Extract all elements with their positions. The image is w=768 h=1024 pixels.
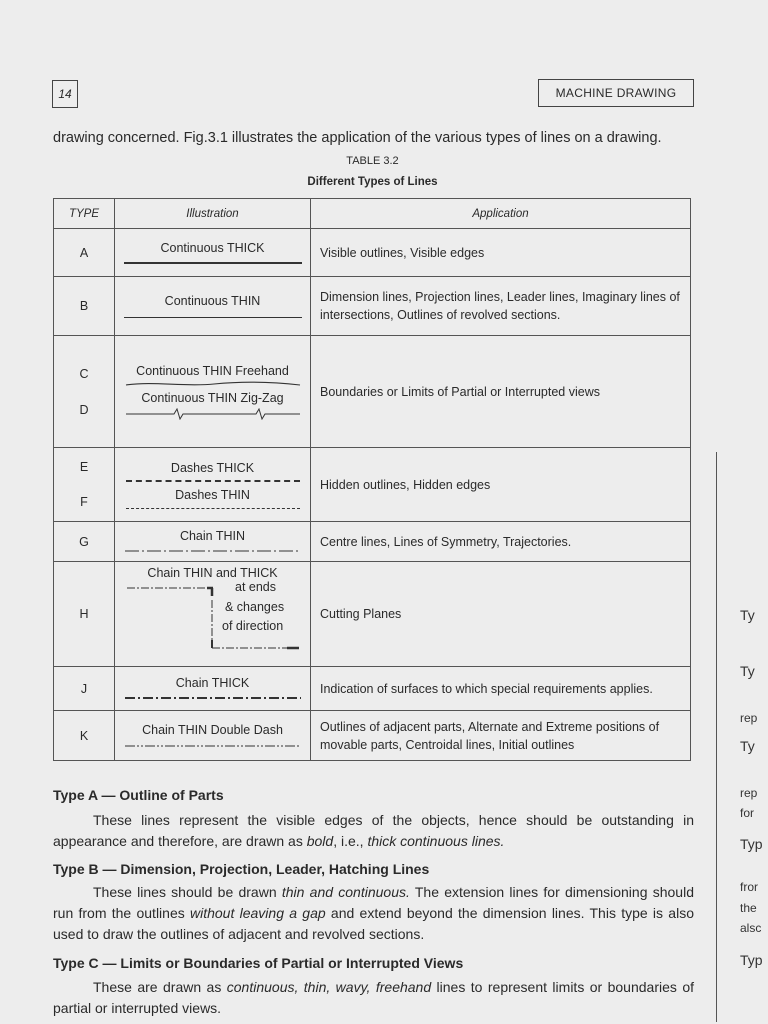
type-cell — [54, 336, 115, 448]
table-row — [54, 336, 691, 448]
application-cell: Outlines of adjacent parts, Alternate and Extreme positions of movable parts, Centroidal lines, Initial outlines — [311, 711, 691, 761]
emphasized-text: bold — [306, 833, 334, 849]
adjacent-page-fragment: alsc — [740, 921, 762, 935]
illustration-cell — [115, 229, 311, 277]
section-paragraph — [53, 977, 694, 1019]
type-cell: K — [54, 711, 115, 761]
illustration-label: Dashes THICK — [170, 460, 255, 475]
intro-text: drawing concerned. Fig.3.1 illustrates the application of the various types of lines on a drawing. — [53, 130, 662, 146]
adjacent-page-fragment: rep — [740, 711, 758, 725]
illustration-label: Chain THIN and THICK — [147, 566, 278, 580]
illustration-label: Continuous THIN Freehand — [136, 363, 289, 378]
type-cell: H — [54, 562, 115, 667]
body-text: These lines represent the visible edges of the objects, hence should be outstanding in appearance and therefore, are drawn as — [53, 812, 694, 849]
header-type: TYPE — [54, 199, 115, 229]
illustration-label: of direction — [222, 619, 284, 633]
adjacent-page-fragment: Ty — [740, 663, 755, 679]
illustration-label: Chain THIN — [179, 529, 246, 543]
table-header-row — [54, 199, 691, 229]
illustration-label: Continuous THICK — [160, 241, 265, 255]
table-label: TABLE 3.2 — [346, 155, 399, 167]
table-row — [54, 229, 691, 277]
zigzag-line-sample — [124, 408, 302, 420]
adjacent-page-edge — [716, 452, 717, 1022]
body-text: lines to represent limits or boundaries of partial or interrupted views. — [53, 979, 694, 1016]
section-heading: Type A — Outline of Parts — [53, 787, 224, 803]
type-cell: G — [54, 522, 115, 562]
section-heading: Type B — Dimension, Projection, Leader, Hatching Lines — [53, 861, 430, 877]
type-cell: J — [54, 667, 115, 711]
illustration-label: at ends — [235, 580, 277, 594]
body-text: These lines should be drawn — [93, 884, 282, 900]
header-application: Application — [311, 199, 691, 229]
table-row — [54, 562, 691, 667]
section-heading: Type C — Limits or Boundaries of Partial or Interrupted Views — [53, 955, 464, 971]
section-paragraph — [53, 810, 694, 852]
illustration-cell — [115, 448, 311, 522]
application-cell: Boundaries or Limits of Partial or Interrupted views — [311, 336, 691, 448]
continuous-thick-line-sample — [124, 262, 302, 264]
illustration-cell — [115, 711, 311, 761]
table-row — [54, 448, 691, 522]
application-cell: Visible outlines, Visible edges — [311, 229, 691, 277]
adjacent-page-fragment: Ty — [740, 607, 755, 623]
illustration-cell — [115, 336, 311, 448]
type-letter: D — [79, 402, 89, 417]
header-illustration: Illustration — [115, 199, 311, 229]
table-row — [54, 711, 691, 761]
application-cell: Hidden outlines, Hidden edges — [311, 448, 691, 522]
illustration-cell — [115, 277, 311, 336]
application-cell: Dimension lines, Projection lines, Leader lines, Imaginary lines of intersections, Outlines of revolved sections. — [311, 277, 691, 336]
application-cell: Indication of surfaces to which special requirements applies. — [311, 667, 691, 711]
adjacent-page-fragment: the — [740, 901, 757, 915]
emphasized-text: continuous, thin, wavy, freehand — [226, 979, 432, 995]
table-row — [54, 277, 691, 336]
page-number: 14 — [52, 80, 78, 108]
type-cell: B — [54, 277, 115, 336]
illustration-label: Dashes THIN — [175, 487, 250, 502]
adjacent-page-fragment: Typ — [740, 952, 763, 968]
dashed-thick-line-sample — [126, 480, 300, 482]
body-text: , i.e., — [333, 833, 368, 849]
adjacent-page-fragment: for — [740, 806, 755, 820]
type-letter: C — [79, 366, 89, 381]
emphasized-text: thin and continuous. — [281, 884, 410, 900]
adjacent-page-fragment: fror — [740, 880, 758, 894]
emphasized-text: thick continuous lines. — [367, 833, 505, 849]
table-row — [54, 522, 691, 562]
adjacent-page-fragment: Typ — [740, 836, 763, 852]
illustration-label: & changes — [225, 600, 285, 614]
chain-thick-line-sample — [125, 695, 301, 701]
type-cell — [54, 448, 115, 522]
illustration-label: Continuous THIN Zig-Zag — [141, 390, 284, 405]
body-text: These are drawn as — [93, 979, 227, 995]
type-letter: E — [79, 459, 89, 474]
body-text: and extend beyond the dimension lines. This type is also used to draw the outlines of adjacent and revolved sections. — [53, 905, 694, 942]
table-row — [54, 667, 691, 711]
chain-double-dash-line-sample — [125, 743, 301, 749]
type-letter: F — [80, 494, 88, 509]
dashed-thin-line-sample — [126, 508, 300, 509]
table-caption: Different Types of Lines — [307, 176, 438, 188]
emphasized-text: without leaving a gap — [190, 905, 326, 921]
illustration-label: Continuous THIN — [164, 294, 261, 308]
line-types-table — [53, 198, 691, 761]
illustration-cell — [115, 522, 311, 562]
section-paragraph — [53, 882, 694, 945]
type-cell: A — [54, 229, 115, 277]
adjacent-page-fragment: Ty — [740, 738, 755, 754]
continuous-thin-line-sample — [124, 317, 302, 318]
body-text: The extension lines for dimensioning should run from the outlines — [53, 884, 694, 921]
freehand-wavy-line-sample — [124, 379, 302, 389]
illustration-cell — [115, 562, 311, 667]
illustration-label: Chain THICK — [175, 676, 250, 690]
application-cell: Centre lines, Lines of Symmetry, Trajectories. — [311, 522, 691, 562]
adjacent-page-fragment: rep — [740, 786, 758, 800]
chain-thin-line-sample — [125, 548, 301, 554]
illustration-label: Chain THIN Double Dash — [142, 722, 283, 737]
illustration-cell — [115, 667, 311, 711]
running-header: MACHINE DRAWING — [538, 79, 694, 107]
application-cell: Cutting Planes — [311, 562, 691, 667]
